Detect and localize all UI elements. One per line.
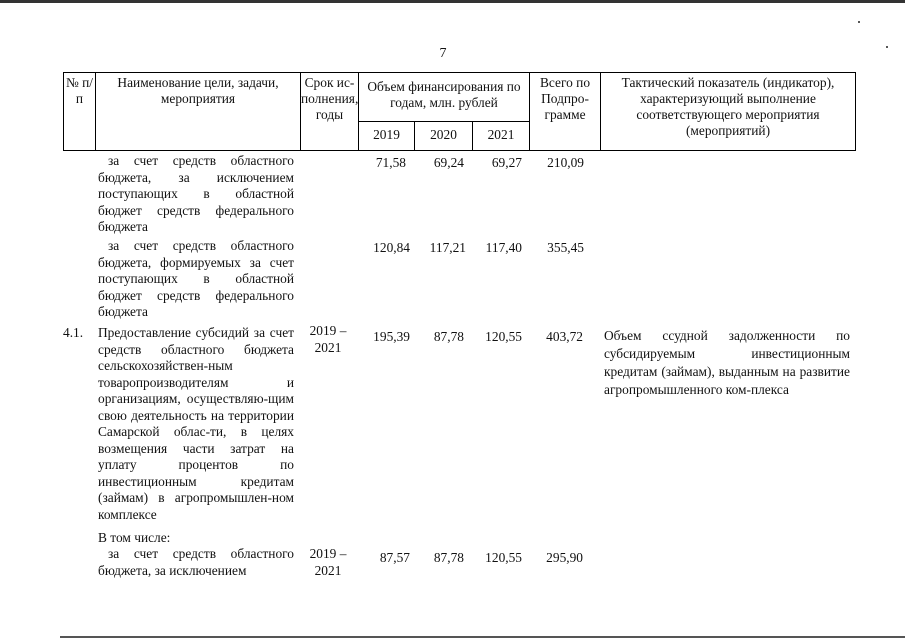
row-term: 2019 – 2021 (309, 323, 347, 355)
row-name: Предоставление субсидий за счет средств областного бюджета сельскохозяйствен-ным товаропроизводителям и организациям, осуществляю-щим свою деятельность на территории Самарской облас-ти, в целях возмещения части затрат на уплату процентов по инвестиционным кредитам (займам) в агропромышлен-ном комплексе (98, 325, 294, 522)
row-value-2021: 120,55 (485, 329, 522, 344)
row-indicator: Объем ссудной задолженности по субсидируемым инвестиционным кредитам (займам), выданным на развитие агропромышленного ком-плекса (604, 328, 850, 397)
row-value-2021: 120,55 (485, 550, 522, 565)
row-value-2019: 120,84 (373, 240, 410, 255)
row-value-total: 210,09 (547, 155, 584, 170)
row-value-2020: 69,24 (433, 155, 464, 170)
row-value-2021: 69,27 (491, 155, 522, 170)
header-year-2019: 2019 (373, 127, 400, 142)
header-term: Срок ис-полнения, годы (301, 75, 359, 122)
header-funding: Объем финансирования по годам, млн. рублей (367, 79, 521, 110)
row-value-2020: 117,21 (429, 240, 466, 255)
header-bottom-border (63, 150, 856, 151)
header-indicator: Тактический показатель (индикатор), характеризующий выполнение соответствующего мероприятия (мероприятий) (621, 75, 835, 138)
years-header-rule (358, 121, 529, 122)
row-value-total: 295,90 (546, 550, 583, 565)
col-divider (95, 72, 96, 151)
row-term: 2019 – 2021 (309, 546, 347, 578)
col-divider (529, 72, 530, 151)
header-num: № п/п (65, 75, 93, 106)
col-divider (600, 72, 601, 151)
header-total: Всего по Подпро-грамме (539, 75, 591, 122)
row-value-2019: 71,58 (375, 155, 406, 170)
table-right-border (855, 72, 856, 151)
row-num: 4.1. (63, 325, 84, 340)
row-name: за счет средств областного бюджета, за исключением поступающих в областной бюджет средств федерального бюджета (98, 153, 294, 234)
row-value-2020: 87,78 (433, 329, 464, 344)
page-number: 7 (439, 46, 447, 61)
row-name: В том числе: (98, 530, 171, 545)
row-value-2019: 195,39 (373, 329, 410, 344)
row-value-2019: 87,57 (379, 550, 410, 565)
row-value-2021: 117,40 (485, 240, 522, 255)
table-top-border (63, 72, 856, 73)
header-name: Наименование цели, задачи, мероприятия (117, 75, 279, 106)
header-year-2020: 2020 (430, 127, 457, 142)
row-name: за счет средств областного бюджета, формируемых за счет поступающих в областной бюджет средств федерального бюджета (98, 238, 294, 319)
row-value-total: 403,72 (546, 329, 583, 344)
row-value-total: 355,45 (547, 240, 584, 255)
header-year-2021: 2021 (487, 127, 515, 142)
row-name: за счет средств областного бюджета, за исключением (98, 546, 294, 578)
row-value-2020: 87,78 (433, 550, 464, 565)
